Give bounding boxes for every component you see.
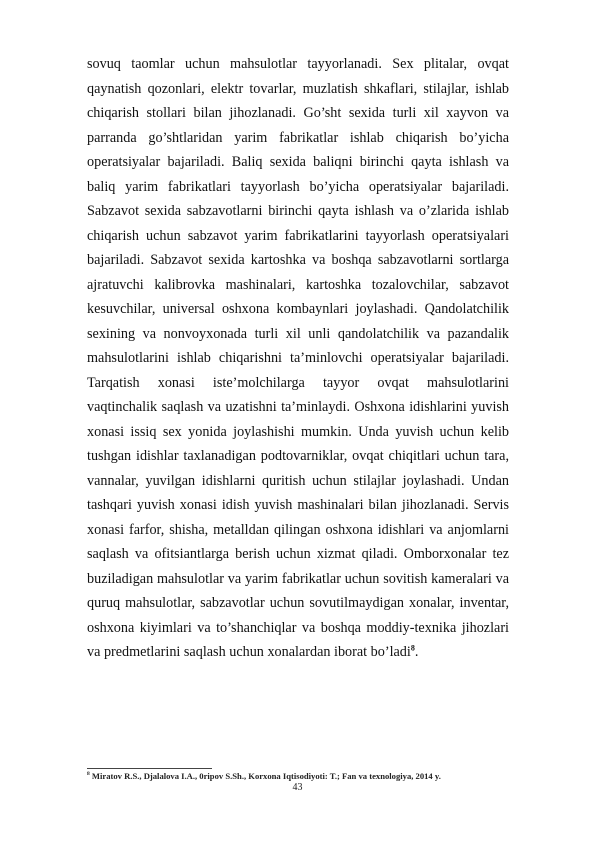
footnote-reference[interactable]: 8 bbox=[410, 643, 415, 653]
body-paragraph bbox=[87, 52, 509, 665]
footnote-marker: 8 bbox=[87, 771, 90, 778]
footnote-text: Miratov R.S., Djalalova I.A., 0ripov S.Sh., Korxona Iqtisodiyoti: T.; Fan va texnologiya, 2014 y. bbox=[89, 771, 441, 781]
footnote bbox=[87, 771, 517, 782]
paragraph-text: sovuq taomlar uchun mahsulotlar tayyorlanadi. Sex plitalar, ovqat qaynatish qozonlari, elektr tovarlar, muzlatish shkaflari, stilajlar, ishlab chiqarish stollari bilan jihozlanadi. Go’sht sexida turli xil xayvon va parranda go’shtlaridan yarim fabrikatlar ishlab chiqarish bo’yicha operatsiyalar bajariladi. Baliq sexida baliqni birinchi qayta ishlash va baliq yarim fabrikatlari tayyorlash bo’yicha operatsiyalar bajariladi. Sabzavot sexida sabzavotlarni birinchi qayta ishlash va o’zlarida ishlab chiqarish uchun sabzavot yarim fabrikatlarini tayyorlash operatsiyalari bajariladi. Sabzavot sexida kartoshka va boshqa sabzavotlarni sortlarga ajratuvchi kalibrovka mashinalari, kartoshka tozalovchilar, sabzavot kesuvchilar, universal oshxona kombaynlari joylashadi. Qandolatchilik sexining va nonvoyxonada turli xil unli qandolatchilik va pazandalik mahsulotlarini ishlab chiqarishni ta’minlovchi operatsiyalar bajariladi. Tarqatish xonasi iste’molchilarga tayyor ovqat mahsulotlarini vaqtinchalik saqlash va uzatishni ta’minlaydi. Oshxona idishlarini yuvish xonasi issiq sex yonida joylashishi mumkin. Unda yuvish uchun kelib tushgan idishlar taxlanadigan podtovarniklar, ovqat chiqitlari uchun tara, vannalar, yuvilgan idishlarni quritish uchun stilajlar joylashadi. Undan tashqari yuvish xonasi idish yuvish mashinalari bilan jihozlanadi. Servis xonasi farfor, shisha, metalldan qilingan oshxona idishlari va anjomlarni saqlash va ofitsiantlarga berish uchun xizmat qiladi. Omborxonalar tez buziladigan mahsulotlar va yarim fabrikatlar uchun sovitish kameralari va quruq mahsulotlar, sabzavotlar uchun sovutilmaydigan xonalar, inventar, oshxona kiyimlari va to’shanchiqlar va boshqa moddiy-texnika jihozlari va predmetlarini saqlash uchun xonalardan iborat bo’ladi bbox=[87, 56, 509, 660]
footnote-separator bbox=[87, 768, 212, 769]
page-number: 43 bbox=[292, 782, 303, 793]
paragraph-end-punct: . bbox=[414, 644, 419, 660]
